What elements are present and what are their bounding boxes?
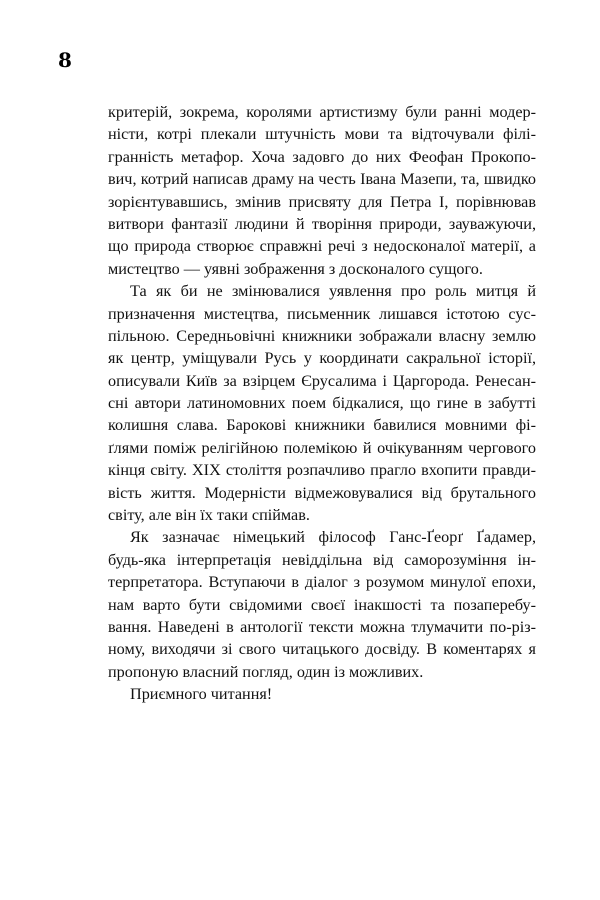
text-line: будь-яка інтерпретація невіддільна від саморозуміння ін- <box>108 550 536 569</box>
text-line: ністи, котрі плекали штучність мови та відточували філі- <box>108 125 536 144</box>
text-line: нам варто бути свідомими своєї інакшості та позаперебу- <box>108 595 536 614</box>
paragraph-1 <box>108 101 536 280</box>
page-number: 8 <box>58 48 72 72</box>
text-line: терпретатора. Вступаючи в діалог з розумом минулої епохи, <box>108 573 536 592</box>
text-line: світу, але він їх таки спіймав. <box>108 506 310 525</box>
text-line: критерій, зокрема, королями артистизму були ранні модер- <box>108 103 536 121</box>
text-line: пільною. Середньовічні книжники зображали власну землю <box>108 326 536 345</box>
text-line: ному, виходячи зі свого читацького досвіду. В коментарях я <box>108 640 536 659</box>
text-line: колишня слава. Барокові книжники бавилися мовними фі- <box>108 416 536 435</box>
text-line: вання. Наведені в антології тексти можна тлумачити по-різ- <box>108 617 536 636</box>
paragraph-4 <box>108 683 536 705</box>
text-line: Як зазначає німецький філософ Ганс-Ґеорґ Ґадамер, <box>130 528 536 547</box>
text-line: описували Київ за взірцем Єрусалима і Царгорода. Ренесан- <box>108 371 536 390</box>
text-line: Та як би не змінювалися уявлення про роль митця й <box>130 282 536 301</box>
text-line: як центр, уміщували Русь у координати сакральної історії, <box>108 349 536 368</box>
text-line: вість життя. Модерністи відмежовувалися від брутального <box>108 483 536 502</box>
closing-line: Приємного читання! <box>130 685 273 704</box>
text-line: гранність метафор. Хоча задовго до них Феофан Прокопо- <box>108 147 536 166</box>
text-line: пропоную власний погляд, один із можливих. <box>108 662 424 681</box>
text-line: кінця світу. XIX століття розпачливо прагло вхопити правди- <box>108 461 536 480</box>
text-line: витвори фантазії людини й творіння природи, зауважуючи, <box>108 214 536 233</box>
text-line: мистецтво — уявні зображення з досконалого сущого. <box>108 259 483 278</box>
text-line: зорієнтувавшись, змінив присвяту для Петра I, порівнював <box>108 192 536 211</box>
text-line: вич, котрий написав драму на честь Івана Мазепи, та, швидко <box>108 170 536 189</box>
paragraph-2 <box>108 280 536 526</box>
paragraph-3 <box>108 526 536 683</box>
text-line: ґлями поміж релігійною полемікою й очікуванням чергового <box>108 438 536 457</box>
text-line: призначення мистецтва, письменник лишався істотою сус- <box>108 304 536 323</box>
text-line: сні автори латиномовних поем бідкалися, що гине в забутті <box>108 394 536 413</box>
body-text <box>108 101 536 706</box>
text-line: що природа створює справжні речі з недосконалої матерії, а <box>108 237 536 256</box>
